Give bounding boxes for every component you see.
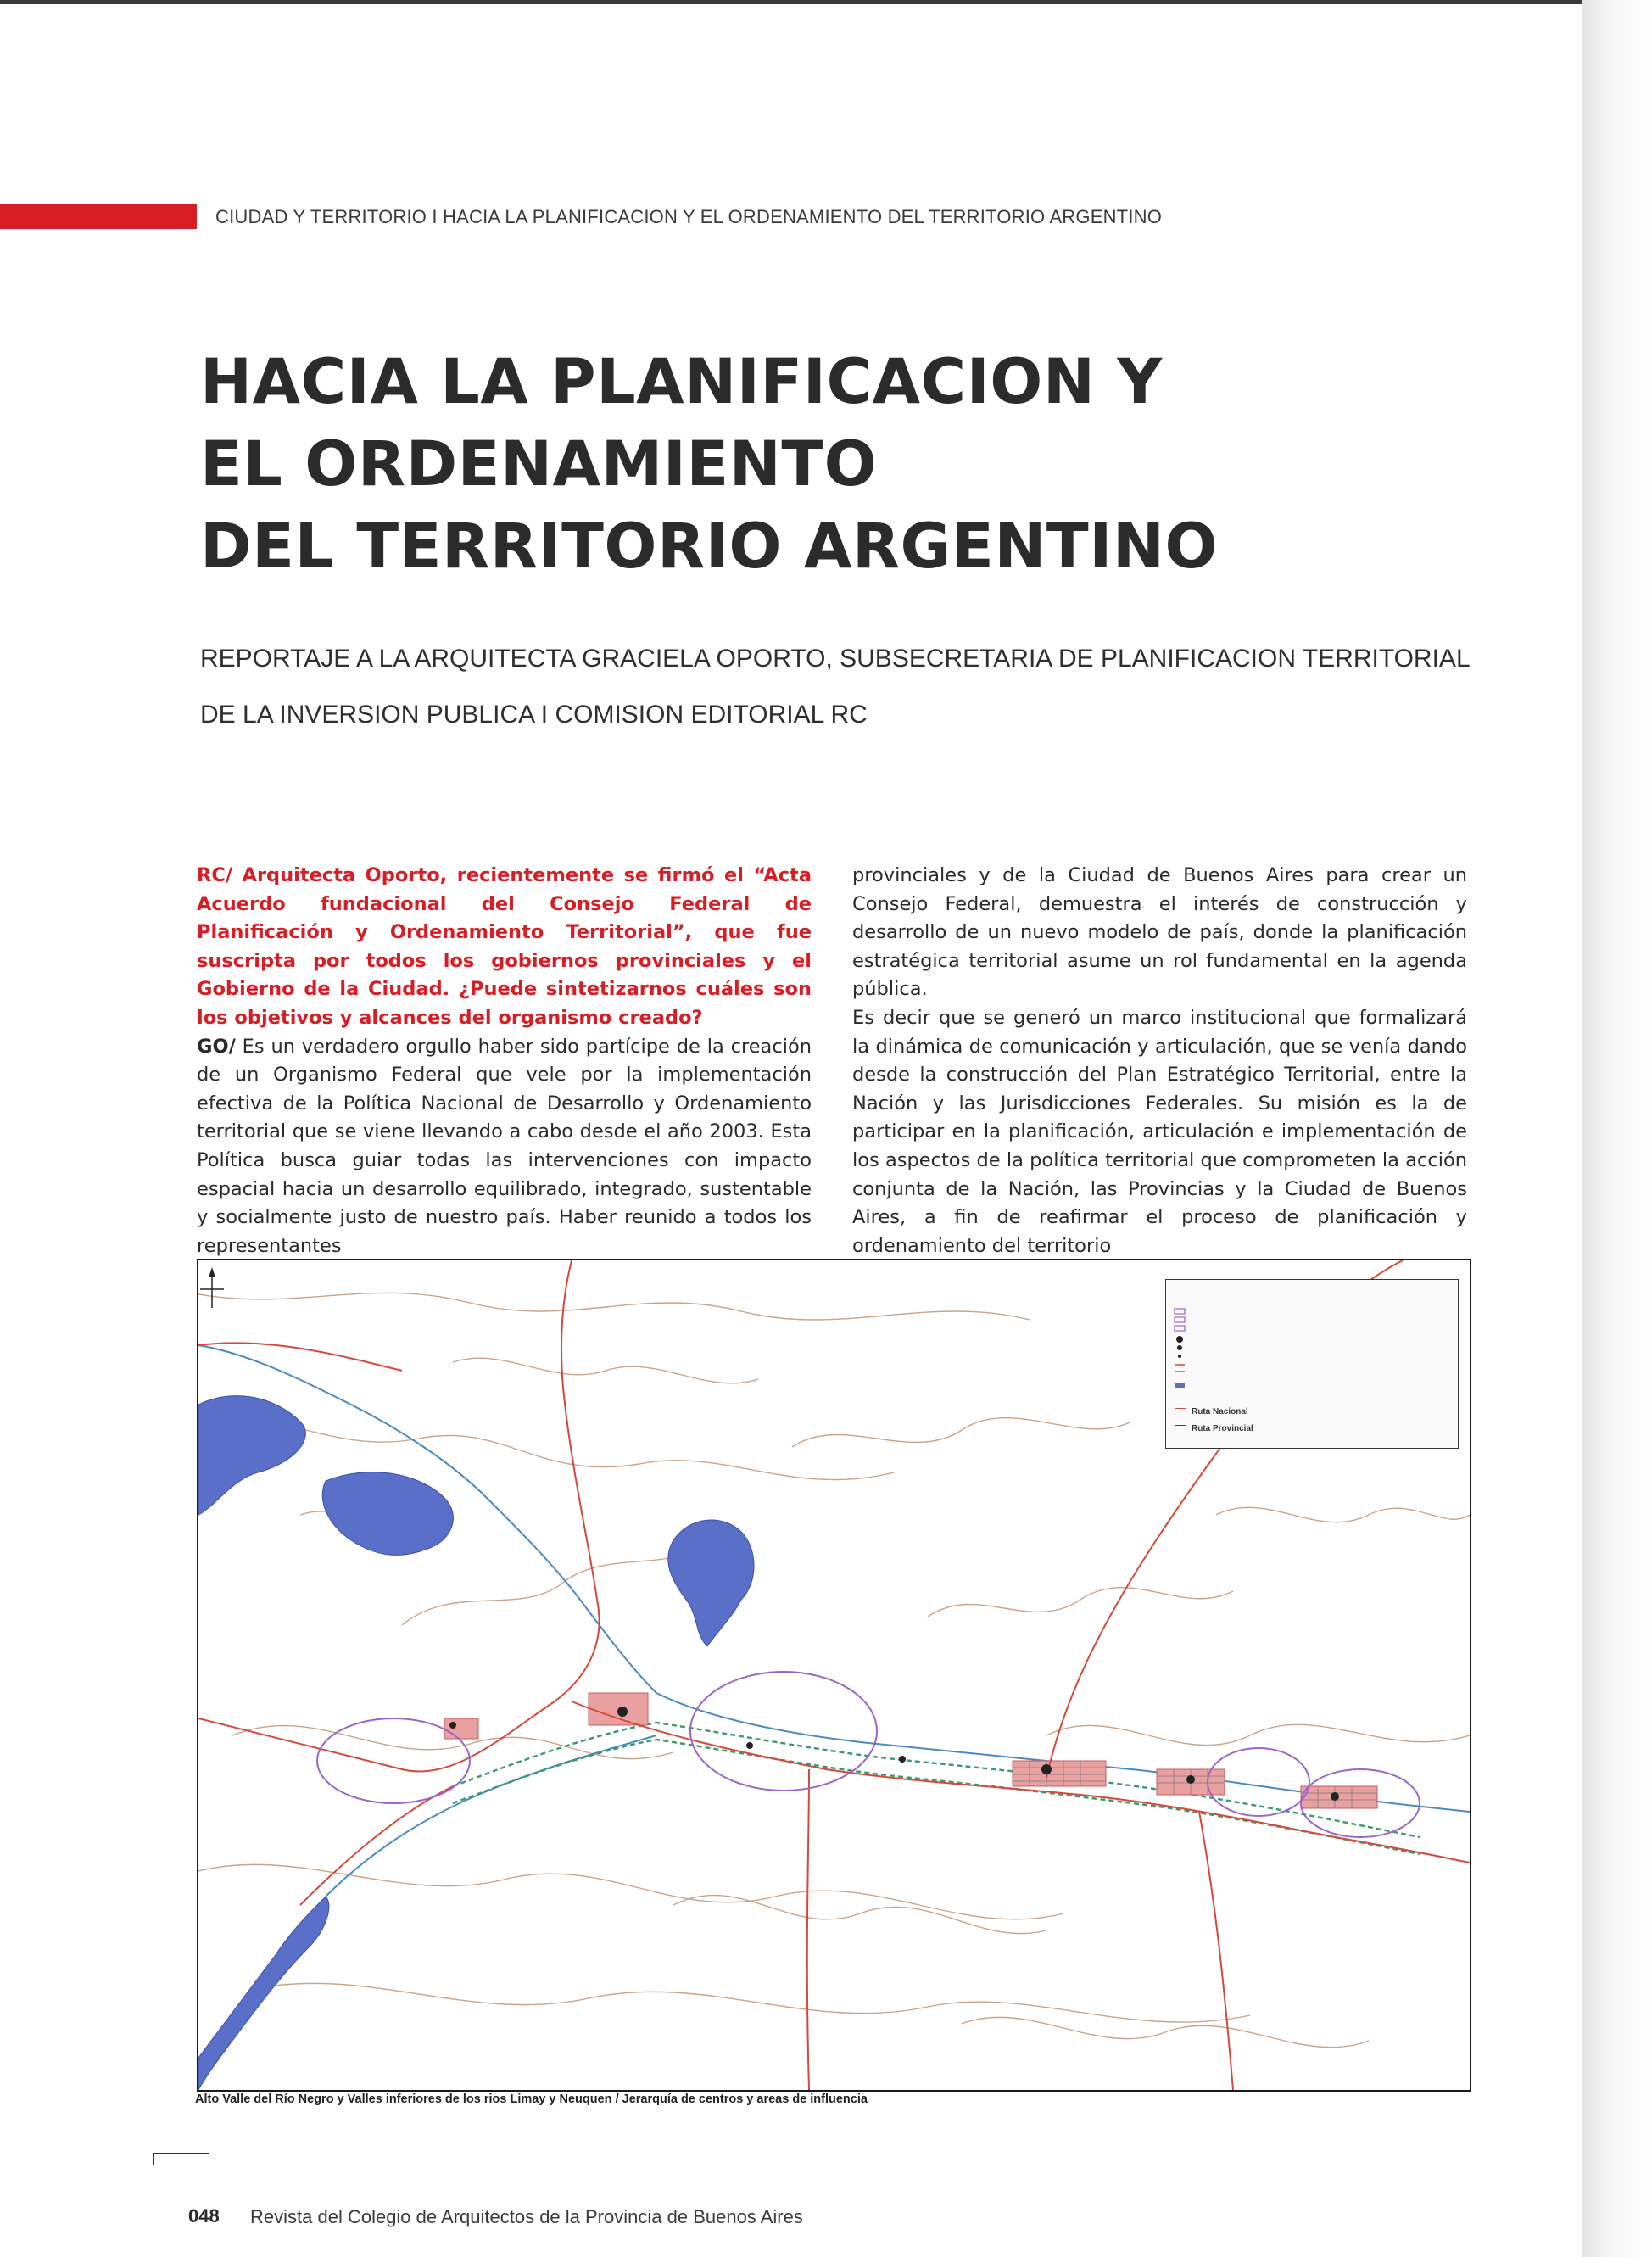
folio-rule — [153, 2153, 209, 2154]
ruta-provincial-swatch — [1175, 1425, 1186, 1433]
top-rule — [0, 0, 1594, 4]
publication-name: Revista del Colegio de Arquitectos de la Provincia de Buenos Aires — [250, 2206, 803, 2227]
subtitle-line-1: REPORTAJE A LA ARQUITECTA GRACIELA OPORTO, SUBSECRETARIA DE PLANIFICACION TERRITORIAL — [200, 645, 1471, 673]
answer-paragraph-2: Es decir que se generó un marco institucional que formalizará la dinámica de comunicación y articulación, que se venía dando desde la construcción del Plan Estratégico Territorial, entre la Nación y las Jurisdicciones Federales. Su misión es la de participar en la planificación, articulación e implementación de los aspectos de la política territorial que comprometen la acción conjunta de la Nación, las Provincias y la Ciudad de Buenos Aires, a fin de reafirmar el proceso de planificación y ordenamiento del territorio — [852, 1006, 1467, 1257]
figure-caption: Alto Valle del Río Negro y Valles inferiores de los rios Limay y Neuquen / Jerarquía de centros y areas de influencia — [195, 2092, 868, 2106]
legend-ruta-nacional: Ruta Nacional — [1175, 1407, 1248, 1416]
legend-symbols — [1166, 1280, 1458, 1399]
title-line-2: EL ORDENAMIENTO — [200, 428, 878, 500]
map-legend — [1165, 1279, 1459, 1449]
folio-tick — [153, 2153, 154, 2165]
ruta-nacional-swatch — [1175, 1408, 1186, 1416]
article-column-right — [852, 862, 1467, 1260]
page-gutter-shadow — [1582, 0, 1652, 2257]
section-header: CIUDAD Y TERRITORIO I HACIA LA PLANIFICACION Y EL ORDENAMIENTO DEL TERRITORIO ARGENTINO — [215, 206, 1163, 227]
water-bodies — [198, 1396, 754, 2090]
article-subtitle — [200, 631, 1471, 743]
subtitle-line-2: DE LA INVERSION PUBLICA I COMISION EDITORIAL RC — [200, 701, 868, 729]
answer-paragraph-1: provinciales y de la Ciudad de Buenos Aires para crear un Consejo Federal, demuestra el interés de construcción y desarrollo de un nuevo modelo de país, donde la planificación estratégica territorial asume un rol fundamental en la agenda pública. — [852, 864, 1467, 1001]
regional-map — [197, 1259, 1471, 2092]
north-arrow-icon — [200, 1267, 224, 1308]
answer-text-left: Es un verdadero orgullo haber sido partícipe de la creación de un Organismo Federal que vele por la implementación efectiva de la Política Nacional de Desarrollo y Ordenamiento territorial que se viene llevando a cabo desde el año 2003. Esta Política busca guiar todas las intervenciones con impacto espacial hacia un desarrollo equilibrado, integrado, sustentable y socialmente justo de nuestro país. Haber reunido a todos los representantes — [197, 1035, 812, 1257]
interview-question: RC/ Arquitecta Oporto, recientemente se firmó el “Acta Acuerdo fundacional del Consejo Federal de Planificación y Ordenamiento Territorial”, que fue suscripta por todos los gobiernos provinciales y el Gobierno de la Ciudad. ¿Puede sintetizarnos cuáles son los objetivos y alcances del organismo creado? — [197, 864, 812, 1029]
interview-answer — [197, 1033, 812, 1261]
answer-prefix: GO/ — [197, 1035, 236, 1058]
article-title — [200, 341, 1218, 588]
legend-ruta-provincial: Ruta Provincial — [1175, 1424, 1253, 1433]
title-line-3: DEL TERRITORIO ARGENTINO — [200, 511, 1219, 583]
page-number: 048 — [188, 2205, 220, 2226]
title-line-1: HACIA LA PLANIFICACION Y — [200, 346, 1163, 418]
influence-areas — [317, 1672, 1420, 1837]
section-marker-bar — [0, 204, 197, 229]
article-column-left — [197, 862, 812, 1260]
